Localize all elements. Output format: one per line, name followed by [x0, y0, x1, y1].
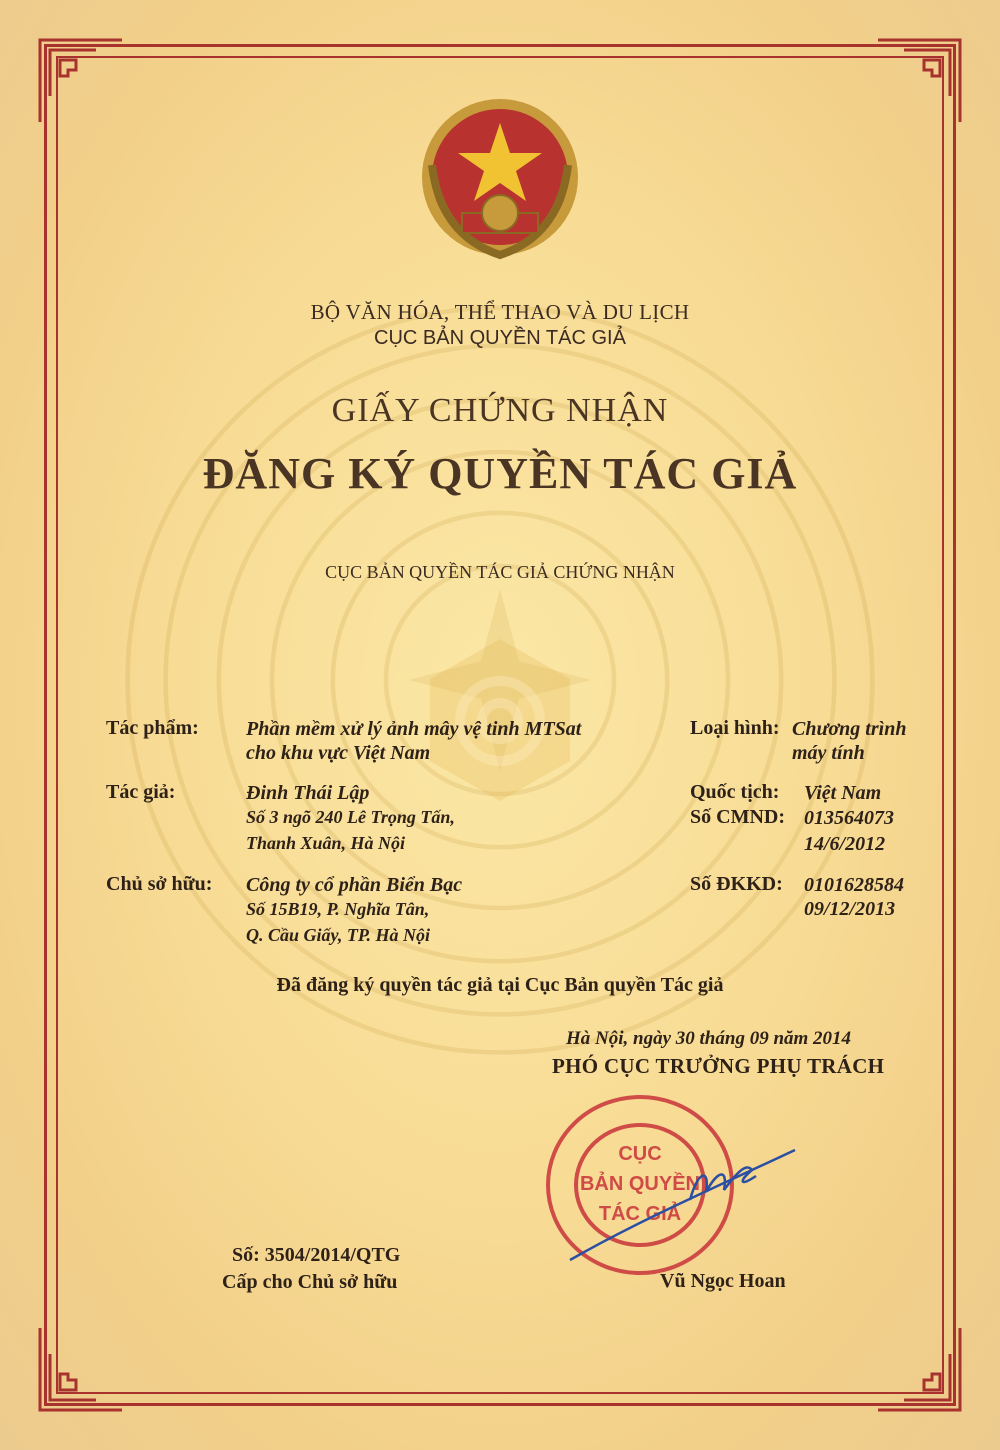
seal-text-line3: TÁC GIẢ [598, 1203, 682, 1225]
seal-text-line2: BẢN QUYỀN [579, 1173, 701, 1195]
signer-position: PHÓ CỤC TRƯỞNG PHỤ TRÁCH [552, 1054, 885, 1078]
ministry-name: BỘ VĂN HÓA, THỂ THAO VÀ DU LỊCH [310, 300, 690, 324]
id-card-label: Số CMND: [690, 806, 785, 828]
corner-ornament-top-left [36, 36, 126, 126]
type-label: Loại hình: [690, 717, 780, 739]
work-title-line2: cho khu vực Việt Nam [246, 742, 431, 764]
nationality-value: Việt Nam [804, 782, 882, 804]
registration-statement: Đã đăng ký quyền tác giả tại Cục Bản quyền Tác giả [276, 974, 724, 996]
business-reg-date: 09/12/2013 [804, 898, 896, 920]
national-emblem-icon [410, 95, 590, 270]
certificate-title: GIẤY CHỨNG NHẬN [331, 392, 669, 429]
business-reg-label: Số ĐKKD: [690, 873, 783, 895]
place-and-date: Hà Nội, ngày 30 tháng 09 năm 2014 [566, 1028, 852, 1049]
author-label: Tác giả: [106, 781, 176, 803]
id-card-date: 14/6/2012 [804, 833, 886, 855]
owner-address-line1: Số 15B19, P. Nghĩa Tân, [246, 899, 430, 919]
issued-to: Cấp cho Chủ sở hữu [222, 1271, 398, 1293]
owner-name: Công ty cổ phần Biển Bạc [246, 874, 463, 896]
author-address-line1: Số 3 ngõ 240 Lê Trọng Tấn, [246, 807, 455, 827]
author-name: Đinh Thái Lập [246, 782, 370, 804]
type-line1: Chương trình [792, 718, 907, 740]
business-reg-number: 0101628584 [804, 874, 904, 896]
author-address-line2: Thanh Xuân, Hà Nội [246, 833, 406, 853]
certificate-number: Số: 3504/2014/QTG [232, 1244, 401, 1266]
signer-name: Vũ Ngọc Hoan [660, 1270, 786, 1292]
owner-label: Chủ sở hữu: [106, 873, 213, 895]
owner-address-line2: Q. Cầu Giấy, TP. Hà Nội [246, 925, 431, 945]
corner-ornament-top-right [874, 36, 964, 126]
department-name: CỤC BẢN QUYỀN TÁC GIẢ [374, 327, 626, 349]
certifies-statement: CỤC BẢN QUYỀN TÁC GIẢ CHỨNG NHẬN [325, 562, 675, 582]
signature-icon [560, 1140, 800, 1270]
id-card-number: 013564073 [804, 807, 894, 829]
work-title-line1: Phần mềm xử lý ảnh mây vệ tinh MTSat [246, 718, 582, 740]
corner-ornament-bottom-left [36, 1324, 126, 1414]
work-label: Tác phẩm: [106, 717, 199, 739]
seal-text-line1: CỤC [618, 1143, 662, 1165]
type-line2: máy tính [792, 742, 865, 764]
corner-ornament-bottom-right [874, 1324, 964, 1414]
certificate-subtitle: ĐĂNG KÝ QUYỀN TÁC GIẢ [202, 449, 798, 498]
nationality-label: Quốc tịch: [690, 781, 780, 803]
